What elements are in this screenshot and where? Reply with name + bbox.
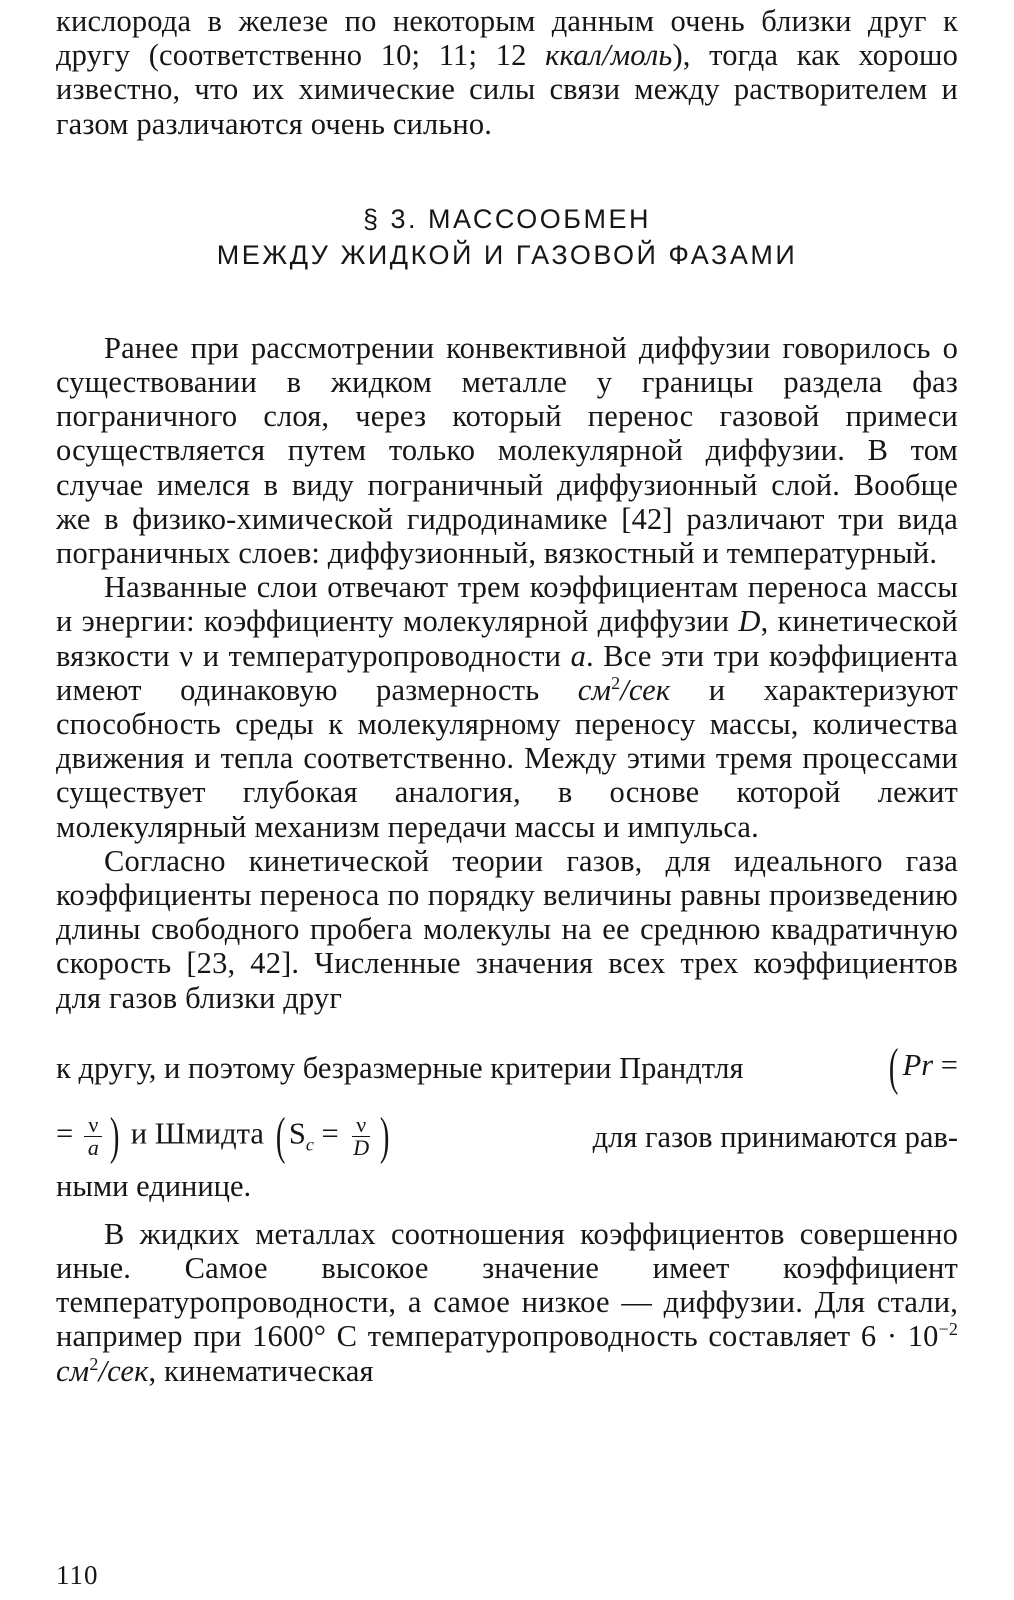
formula-continuation: ными единице. [56,1168,252,1203]
formula-line2-tail: для газов принимаются рав- [592,1119,958,1154]
p2-text-3: и температуропроводности [193,638,571,673]
p2-text-2: , кинетической вязкости [56,604,958,673]
close-paren-schmidt: ) [380,1107,390,1165]
page-number: 110 [56,1560,99,1590]
formula-line-prandtl [56,1038,958,1096]
paragraph-boundary-layers: Ранее при рассмотрении конвективной диффузии говорилось о существовании в жидком металле у границы раздела фаз пограничного слоя, через который перенос газовой примеси осуществляется путем только молекулярной диффузии. В том случае имелся в виду пограничный диффузионный слой. Вообще же в физико-химической гидродинамике [42] различают три вида пограничных слоев: диффузионный, вязкостный и температурный. [56,330,958,571]
equals-sign: = [940,1047,958,1082]
open-paren-schmidt: ( [275,1107,285,1165]
section-title-line1: § 3. МАССООБМЕН [362,203,652,234]
formula-line1-text: к другу, и поэтому безразмерные критерии Прандтля [56,1050,744,1085]
p4-unit-cm: см [56,1353,90,1388]
prandtl-symbol: Pr [902,1047,934,1082]
p4-exponent: −2 [938,1319,958,1340]
schmidt-denominator: D [353,1135,370,1161]
prandtl-denominator: a [87,1135,99,1161]
page-content [56,4,958,1388]
unit-exp: 2 [611,672,621,693]
prandtl-fraction [84,1114,103,1159]
section-title-line2: МЕЖДУ ЖИДКОЙ И ГАЗОВОЙ ФАЗАМИ [216,239,798,270]
equals-sign-continued: = [56,1116,74,1151]
schmidt-symbol: S [288,1116,306,1151]
schmidt-equals: = [321,1116,339,1151]
paragraph-kinetic-theory: Согласно кинетической теории газов, для идеального газа коэффициенты переноса по порядку величины равны произведению длины свободного пробега молекулы на ее среднюю квадратичную скорость [23, 42]. Численные значения всех трех коэффициентов для газов близки друг [56,843,958,1015]
top-paragraph [56,4,958,141]
p4-text-1: В жидких металлах соотношения коэффициентов совершенно иные. Самое высокое значение имеет коэффициент температуропроводности, а самое низкое — диффузии. Для стали, например при 1600° С температуропроводность составляет 6 · 10 [56,1216,958,1354]
p2-text-4: . Все эти три коэффициента имеют одинаковую размерность [56,638,958,707]
p4-text-2: , кинематическая [148,1353,374,1388]
formula-line-schmidt [56,1107,958,1165]
paragraph-transfer-coefficients [56,570,958,844]
p4-unit-exp: 2 [89,1353,99,1374]
prandtl-numerator: ν [84,1114,102,1137]
top-paragraph-text-end: ), тогда как хорошо известно, что их химические силы связи между растворителем и газом различаются очень сильно. [56,38,959,141]
section-heading [56,201,958,273]
close-paren: ) [109,1107,120,1165]
unit-kcal-mol: ккал/моль [545,38,673,73]
symbol-D: D [738,604,761,639]
unit-cm: см [577,672,612,707]
paragraph-liquid-metals [56,1217,958,1388]
schmidt-fraction [349,1114,373,1159]
open-paren: ( [889,1038,899,1096]
symbol-nu: ν [179,638,194,673]
prandtl-close [56,1107,393,1165]
schmidt-label: и Шмидта [130,1116,264,1151]
p2-text-1: Названные слои отвечают трем коэффициентам переноса массы и энергии: коэффициенту молекулярной диффузии [56,570,958,639]
unit-sec: /сек [620,672,671,707]
p2-text-5: и характеризуют способность среды к молекулярному переносу массы, количества движения и тепла соответственно. Между этими тремя процессами существует глубокая аналогия, в основе которой лежит молекулярный механизм передачи массы и импульса. [56,672,959,844]
prandtl-open [885,1038,958,1096]
top-paragraph-text: кислорода в железе по некоторым данным очень близки друг к другу (соответственно 10; 11; 12 [56,4,958,73]
schmidt-numerator: ν [352,1114,370,1137]
p4-unit-sec: /сек [98,1353,149,1388]
schmidt-subscript: c [305,1134,314,1155]
symbol-a: a [570,638,587,673]
